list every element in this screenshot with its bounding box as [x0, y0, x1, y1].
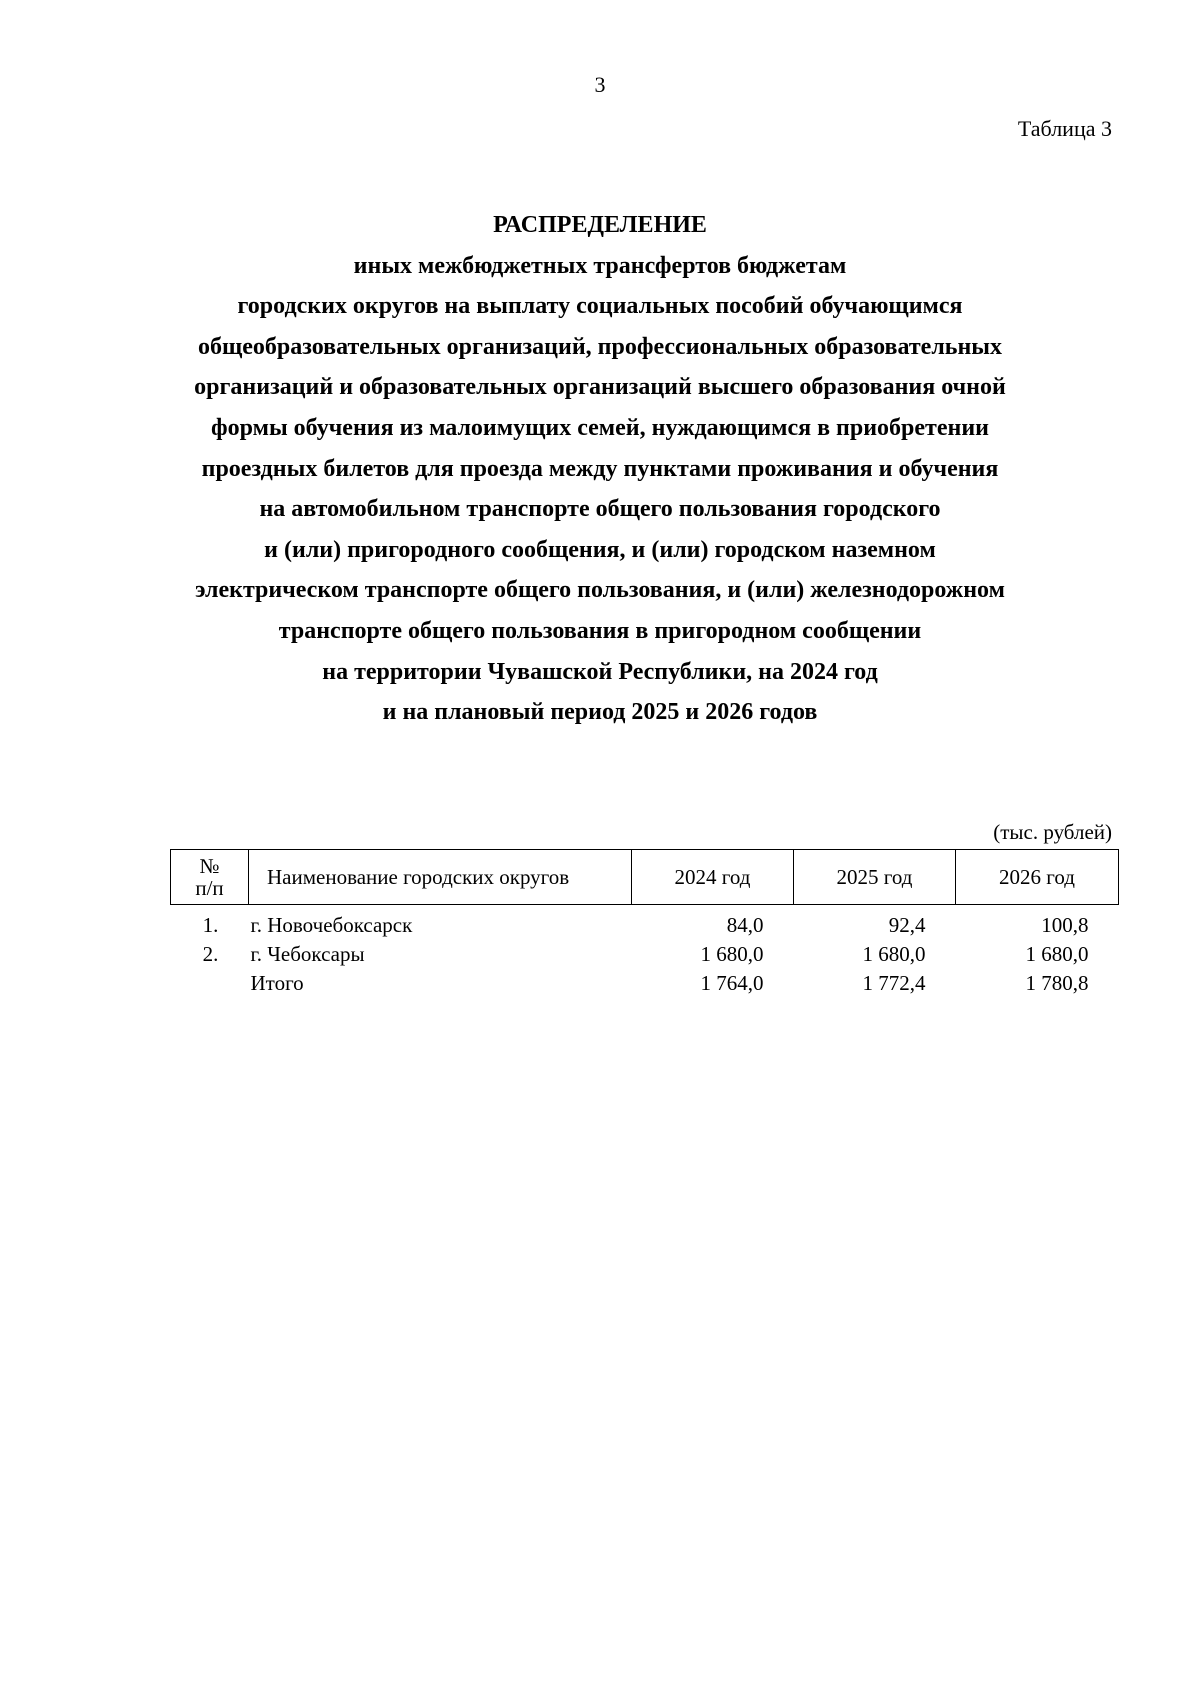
row-value-2026: 100,8	[1041, 913, 1089, 937]
table-label: Таблица 3	[1017, 116, 1112, 141]
row-number	[171, 969, 249, 998]
document-title	[150, 205, 1050, 733]
row-value-2025: 1 680,0	[862, 942, 926, 966]
title-line: и на плановый период 2025 и 2026 годов	[382, 699, 818, 726]
row-value-2024: 84,0	[726, 913, 764, 937]
units-label: (тыс. рублей)	[993, 820, 1112, 844]
title-line: организаций и образовательных организаций высшего образования очной	[194, 374, 1006, 401]
distribution-table	[170, 849, 1119, 998]
title-line: и (или) пригородного сообщения, и (или) городском наземном	[264, 536, 936, 563]
header-district-name: Наименование городских округов	[249, 850, 632, 905]
header-2024: 2024 год	[632, 850, 794, 905]
title-line: городских округов на выплату социальных пособий обучающимся	[237, 293, 963, 320]
table-row	[171, 905, 1119, 941]
row-value-2026: 1 680,0	[1025, 942, 1089, 966]
title-line: формы обучения из малоимущих семей, нуждающимся в приобретении	[211, 414, 989, 441]
total-value-2024: 1 764,0	[700, 971, 764, 995]
title-line: проездных билетов для проезда между пунктами проживания и обучения	[201, 455, 999, 482]
row-district-name: г. Новочебоксарск	[250, 913, 413, 937]
row-total-label: Итого	[250, 971, 304, 995]
row-number: 1.	[202, 913, 219, 937]
header-number-abbrev: п/п	[195, 876, 224, 900]
title-line: на автомобильном транспорте общего пользования городского	[259, 496, 941, 523]
title-line: на территории Чувашской Республики, на 2024 год	[322, 658, 878, 685]
header-2026: 2026 год	[956, 850, 1119, 905]
title-line: транспорте общего пользования в пригородном сообщении	[278, 617, 922, 644]
row-value-2024: 1 680,0	[700, 942, 764, 966]
header-number-symbol: №	[199, 854, 220, 878]
total-value-2026: 1 780,8	[1025, 971, 1089, 995]
title-line: иных межбюджетных трансфертов бюджетам	[353, 252, 847, 279]
row-value-2025: 92,4	[888, 913, 926, 937]
table-total-row	[171, 969, 1119, 998]
total-value-2025: 1 772,4	[862, 971, 926, 995]
row-number: 2.	[202, 942, 219, 966]
row-district-name: г. Чебоксары	[250, 942, 365, 966]
header-2025: 2025 год	[794, 850, 956, 905]
page-number: 3	[594, 72, 606, 97]
title-line: общеобразовательных организаций, профессиональных образовательных	[197, 333, 1003, 360]
table-row	[171, 940, 1119, 969]
title-line: электрическом транспорте общего пользования, и (или) железнодорожном	[195, 577, 1005, 604]
header-number	[171, 850, 249, 905]
table-header-row	[171, 850, 1119, 905]
title-line: РАСПРЕДЕЛЕНИЕ	[493, 212, 707, 238]
